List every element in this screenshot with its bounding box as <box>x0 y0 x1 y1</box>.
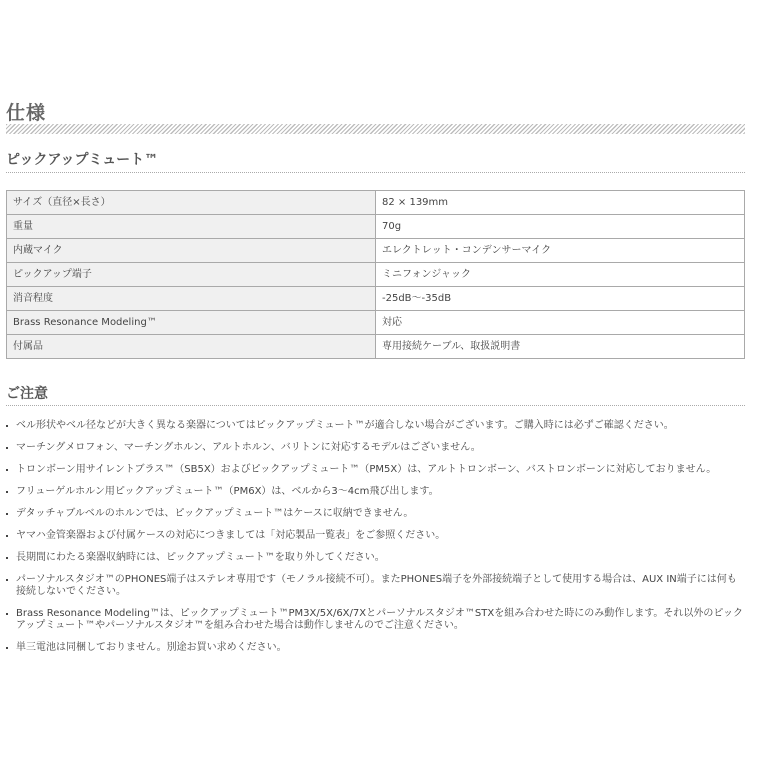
list-item <box>6 608 745 632</box>
spec-value: 82 × 139mm <box>376 191 745 215</box>
product-title-divider <box>6 172 745 173</box>
bullet-icon <box>6 613 8 615</box>
list-item <box>6 420 745 432</box>
table-row <box>7 263 745 287</box>
title-hatch-divider <box>6 124 745 134</box>
product-title: ピックアップミュート™ <box>6 152 159 168</box>
table-row <box>7 239 745 263</box>
page-title: 仕様 <box>6 102 47 124</box>
table-row <box>7 215 745 239</box>
note-text: Brass Resonance Modeling™は、ピックアップミュート™PM3X/5X/6X/7Xとパーソナルスタジオ™STXを組み合わせた時にのみ動作します。それ以外のピックアップミュート™やパーソナルスタジオ™を組み合わせた場合は動作しませんのでご注意ください。 <box>16 608 744 631</box>
spec-label: 付属品 <box>7 335 376 359</box>
note-text: ベル形状やベル径などが大きく異なる楽器についてはピックアップミュート™が適合しない場合がございます。ご購入時には必ずご確認ください。 <box>16 420 674 431</box>
spec-value: ミニフォンジャック <box>376 263 745 287</box>
list-item <box>6 464 745 476</box>
table-row <box>7 335 745 359</box>
spec-value: エレクトレット・コンデンサーマイク <box>376 239 745 263</box>
note-text: ヤマハ金管楽器および付属ケースの対応につきましては「対応製品一覧表」をご参照ください。 <box>16 530 446 541</box>
note-text: フリューゲルホルン用ピックアップミュート™（PM6X）は、ベルから3〜4cm飛び出します。 <box>16 486 439 497</box>
table-row <box>7 191 745 215</box>
list-item <box>6 552 745 564</box>
note-text: トロンボーン用サイレントブラス™（SB5X）およびピックアップミュート™（PM5X）は、アルトトロンボーン、バストロンボーンに対応しておりません。 <box>16 464 717 475</box>
bullet-icon <box>6 425 8 427</box>
notes-title: ご注意 <box>6 386 48 402</box>
note-text: パーソナルスタジオ™のPHONES端子はステレオ専用です（モノラル接続不可）。またPHONES端子を外部接続端子として使用する場合は、AUX IN端子には何も接続しないでください。 <box>16 574 737 597</box>
list-item <box>6 442 745 454</box>
bullet-icon <box>6 535 8 537</box>
spec-label: 重量 <box>7 215 376 239</box>
spec-value: 専用接続ケーブル、取扱説明書 <box>376 335 745 359</box>
list-item <box>6 508 745 520</box>
bullet-icon <box>6 647 8 649</box>
bullet-icon <box>6 513 8 515</box>
bullet-icon <box>6 557 8 559</box>
bullet-icon <box>6 469 8 471</box>
spec-table <box>6 190 745 359</box>
spec-label: 内蔵マイク <box>7 239 376 263</box>
list-item <box>6 530 745 542</box>
notes-list <box>6 420 745 664</box>
bullet-icon <box>6 447 8 449</box>
spec-value: 70g <box>376 215 745 239</box>
spec-label: Brass Resonance Modeling™ <box>7 311 376 335</box>
table-row <box>7 311 745 335</box>
note-text: 長期間にわたる楽器収納時には、ピックアップミュート™を取り外してください。 <box>16 552 385 563</box>
note-text: デタッチャブルベルのホルンでは、ピックアップミュート™はケースに収納できません。 <box>16 508 414 519</box>
note-text: 単三電池は同梱しておりません。別途お買い求めください。 <box>16 642 287 653</box>
note-text: マーチングメロフォン、マーチングホルン、アルトホルン、バリトンに対応するモデルはございません。 <box>16 442 481 453</box>
bullet-icon <box>6 579 8 581</box>
spec-label: サイズ（直径×長さ） <box>7 191 376 215</box>
spec-value: 対応 <box>376 311 745 335</box>
list-item <box>6 574 745 598</box>
bullet-icon <box>6 491 8 493</box>
list-item <box>6 642 745 654</box>
spec-label: ピックアップ端子 <box>7 263 376 287</box>
table-row <box>7 287 745 311</box>
spec-value: -25dB〜-35dB <box>376 287 745 311</box>
list-item <box>6 486 745 498</box>
notes-title-divider <box>6 405 745 406</box>
spec-label: 消音程度 <box>7 287 376 311</box>
